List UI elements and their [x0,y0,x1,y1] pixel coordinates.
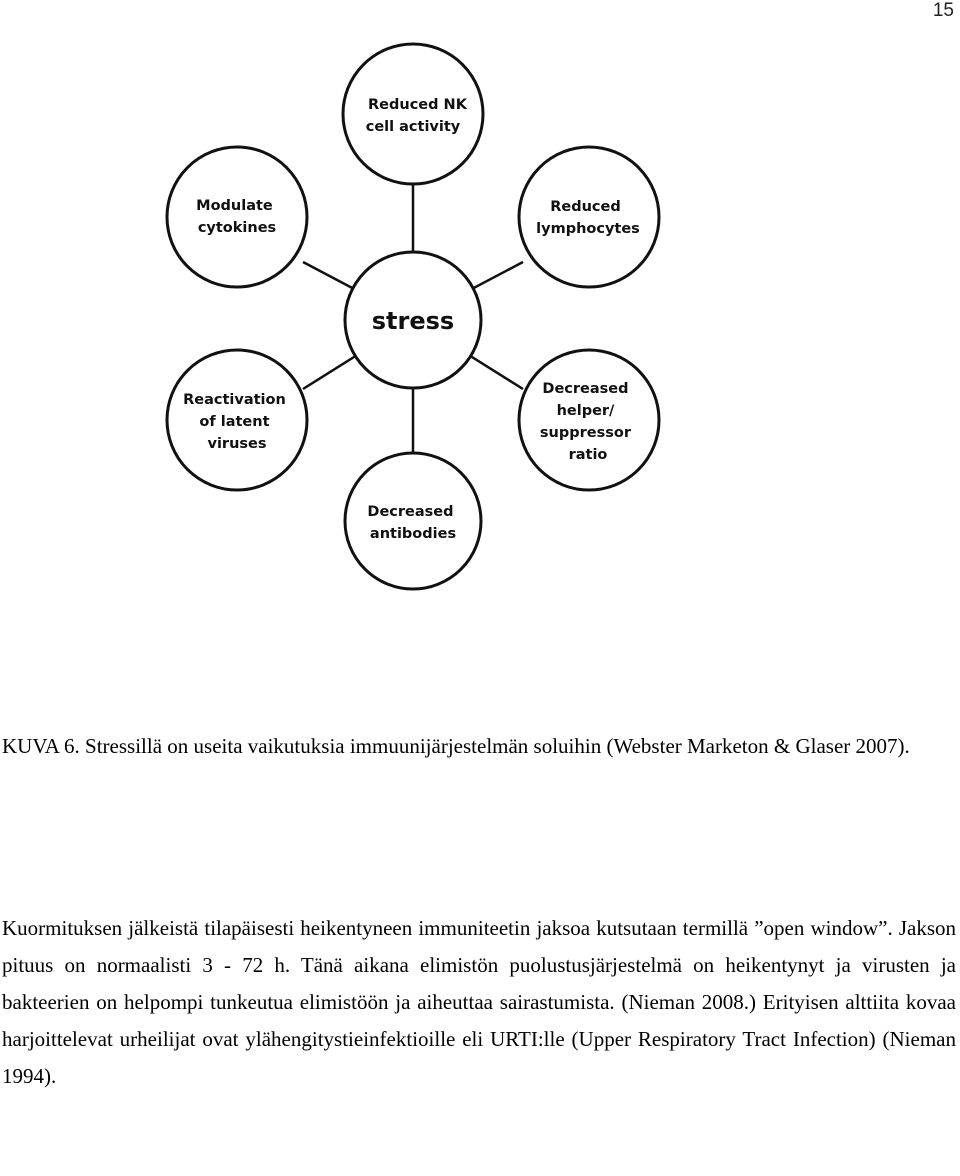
node-viruses-line: Reactivation [183,392,286,408]
node-viruses-line: viruses [207,436,267,452]
node-nk-line: cell activity [365,119,461,135]
node-viruses-line: of latent [199,414,270,430]
body-paragraph: Kuormituksen jälkeistä tilapäisesti heikentyneen immuniteetin jaksoa kutsutaan termillä ”open window”. Jakson pituus on normaalisti 3 - 72 h. Tänä aikana elimistön puolustusjärjestelmä on heikentynyt ja virusten ja bakteerien on helpompi tunkeutua elimistöön ja aiheuttaa sairastumista. (Nieman 2008.) Erityisen alttiita kovaa harjoittelevat urheilijat ovat ylähengitystieinfektioille eli URTI:lle (Upper Respiratory Tract Infection) (Nieman 1994). [2,916,956,1088]
node-cytokines-line: Modulate [196,198,273,214]
node-cytokines [167,147,307,287]
node-lymph-line: Reduced [550,199,621,215]
node-lymph [519,147,659,287]
node-ratio-line: helper/ [556,403,615,419]
node-ratio-line: Decreased [542,381,629,397]
node-antibodies-line: Decreased [367,504,454,520]
node-antibodies [345,453,481,589]
node-nk-line: Reduced NK [368,97,467,113]
node-ratio-line: suppressor [539,425,632,441]
node-cytokines-line: cytokines [197,220,277,236]
node-ratio [519,350,659,490]
node-lymph-line: lymphocytes [536,221,640,237]
figure-caption: KUVA 6. Stressillä on useita vaikutuksia immuunijärjestelmän soluihin (Webster Marketon & Glaser 2007). [2,734,910,758]
node-nk [343,44,483,184]
page-number: 15 [932,0,954,21]
node-antibodies-line: antibodies [369,526,457,542]
center-label: stress [371,307,455,335]
node-ratio-line: ratio [568,447,608,463]
